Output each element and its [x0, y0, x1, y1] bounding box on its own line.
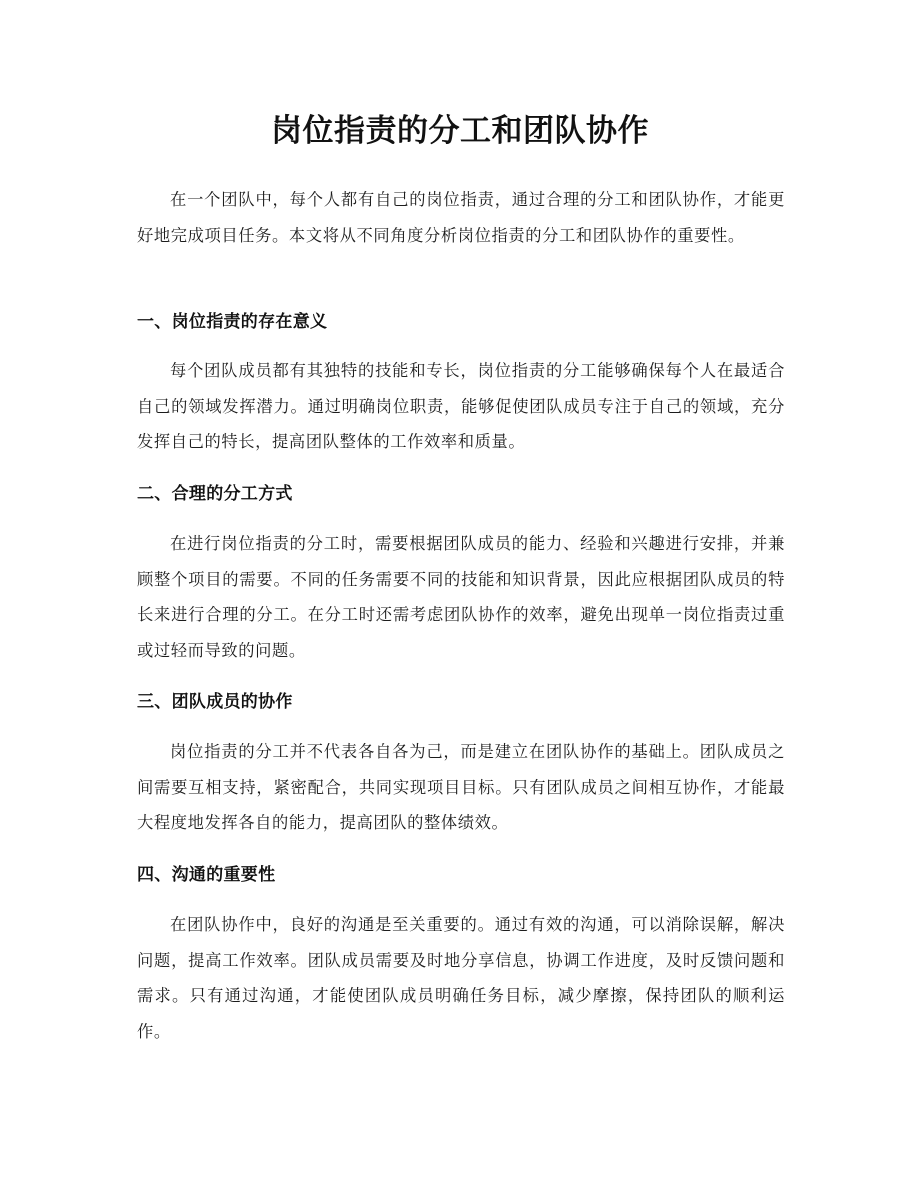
section-paragraph-3: 岗位指责的分工并不代表各自各为己，而是建立在团队协作的基础上。团队成员之间需要互相支持，紧密配合，共同实现项目目标。只有团队成员之间相互协作，才能最大程度地发挥各自的能力，提高团队的整体绩效。	[137, 742, 785, 832]
section-paragraph-4: 在团队协作中，良好的沟通是至关重要的。通过有效的沟通，可以消除误解，解决问题，提高工作效率。团队成员需要及时地分享信息，协调工作进度，及时反馈问题和需求。只有通过沟通，才能使团队成员明确任务目标，减少摩擦，保持团队的顺利运作。	[137, 915, 785, 1041]
section-heading-1: 一、岗位指责的存在意义	[137, 312, 328, 332]
section-paragraph-2: 在进行岗位指责的分工时，需要根据团队成员的能力、经验和兴趣进行安排，并兼顾整个项目的需要。不同的任务需要不同的技能和知识背景，因此应根据团队成员的特长来进行合理的分工。在分工时还需考虑团队协作的效率，避免出现单一岗位指责过重或过轻而导致的问题。	[137, 534, 785, 660]
section-heading-3: 三、团队成员的协作	[137, 692, 293, 712]
document-title: 岗位指责的分工和团队协作	[271, 113, 649, 149]
section-heading-4: 四、沟通的重要性	[137, 865, 276, 885]
intro-paragraph: 在一个团队中，每个人都有自己的岗位指责，通过合理的分工和团队协作，才能更好地完成项目任务。本文将从不同角度分析岗位指责的分工和团队协作的重要性。	[137, 190, 785, 245]
section-heading-2: 二、合理的分工方式	[137, 484, 293, 504]
section-paragraph-1: 每个团队成员都有其独特的技能和专长，岗位指责的分工能够确保每个人在最适合自己的领域发挥潜力。通过明确岗位职责，能够促使团队成员专注于自己的领域，充分发挥自己的特长，提高团队整体的工作效率和质量。	[137, 361, 785, 451]
